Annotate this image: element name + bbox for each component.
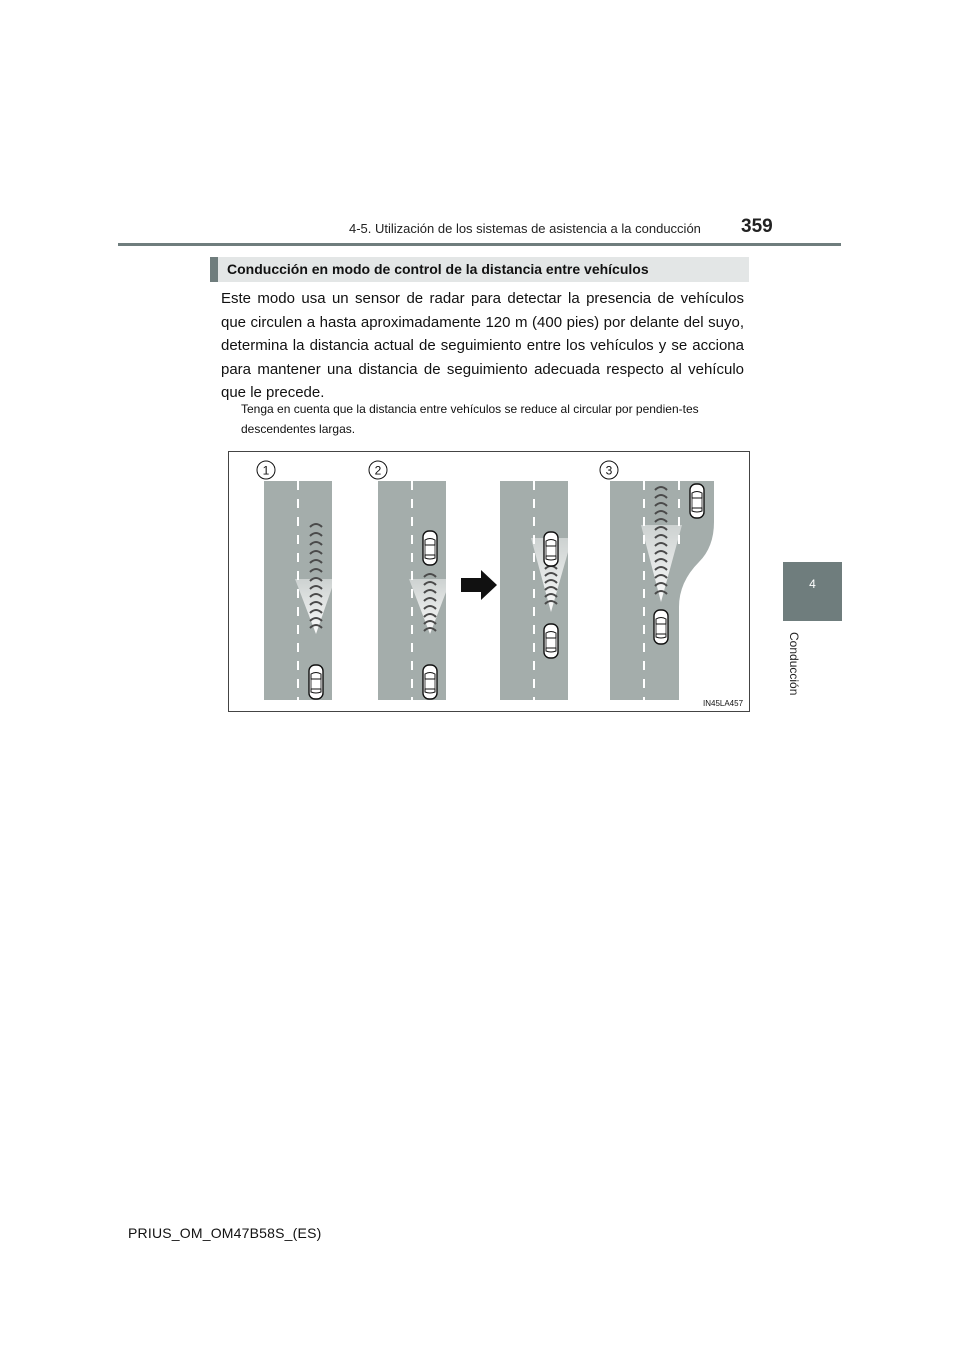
note-paragraph: Tenga en cuenta que la distancia entre vehículos se reduce al circular por pendien-tes descendentes largas.: [241, 402, 699, 436]
own-vehicle-4: [654, 610, 668, 644]
header-chapter-title: 4-5. Utilización de los sistemas de asistencia a la conducción: [349, 221, 701, 236]
section-heading-bar: [210, 257, 749, 282]
footer-doc-id: PRIUS_OM_OM47B58S_(ES): [128, 1225, 322, 1241]
callout-1-label: 1: [262, 463, 270, 478]
header-divider: [118, 243, 841, 246]
page-number: 359: [741, 216, 773, 237]
own-vehicle-3: [544, 624, 558, 658]
body-paragraph: Este modo usa un sensor de radar para detectar la presencia de vehículos que circulen a hasta aproximadamente 120 m (400 pies) por delante del suyo, determina la distancia actual de seguimiento entre los vehículos y se acciona para mantener una distancia de seguimiento adecuada respecto al vehículo que le precede.: [221, 290, 744, 401]
radar-distance-figure: [228, 451, 750, 712]
own-vehicle-1: [309, 665, 323, 699]
figure-drawing: [229, 452, 749, 711]
chapter-tab: 4: [783, 562, 842, 621]
callout-2-label: 2: [374, 463, 382, 478]
section-heading-accent: [210, 257, 218, 282]
exiting-vehicle-4: [690, 484, 704, 518]
callout-2: [369, 461, 387, 479]
callout-1: [257, 461, 275, 479]
own-vehicle-2: [423, 665, 437, 699]
preceding-vehicle-2: [423, 531, 437, 565]
figure-code: IN45LA457: [703, 699, 744, 708]
preceding-vehicle-3: [544, 532, 558, 566]
callout-3: [600, 461, 618, 479]
chapter-tab-label: Conducción: [787, 632, 801, 696]
transition-arrow: [461, 570, 497, 600]
section-heading: Conducción en modo de control de la distancia entre vehículos: [227, 261, 649, 277]
callout-3-label: 3: [605, 463, 613, 478]
